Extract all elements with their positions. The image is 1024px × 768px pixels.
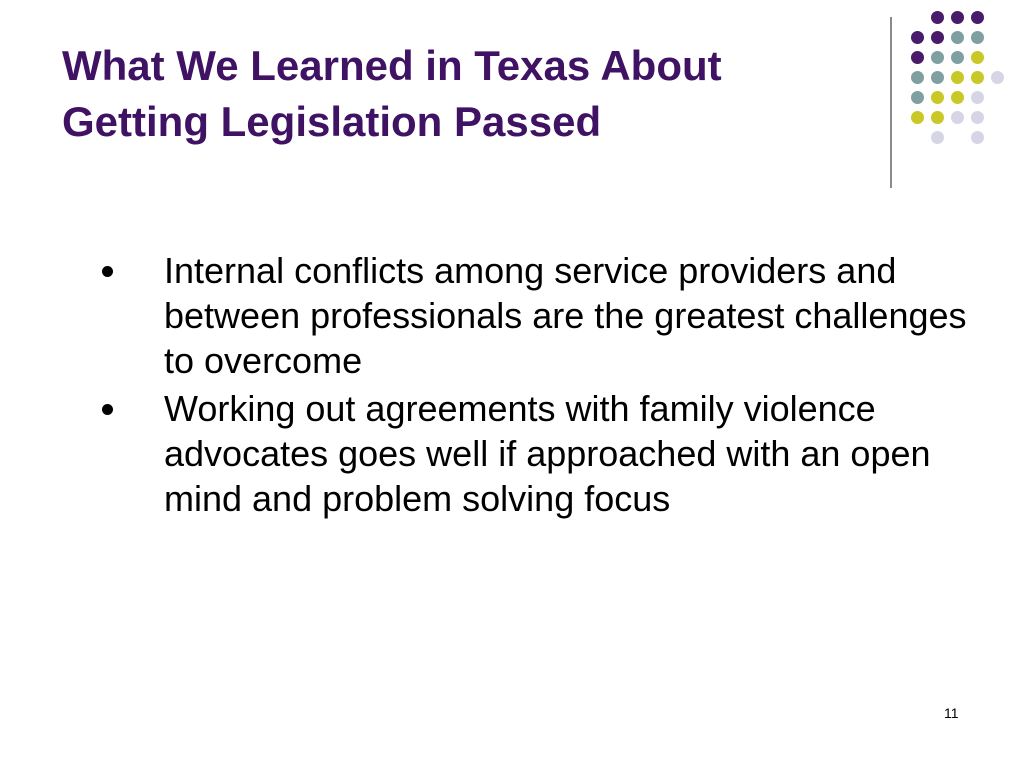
decorative-dot bbox=[911, 31, 924, 44]
page-number: 11 bbox=[944, 705, 959, 721]
slide-title-line-2: Getting Legislation Passed bbox=[62, 98, 602, 145]
decorative-dot bbox=[951, 71, 964, 84]
decorative-dot bbox=[971, 31, 984, 44]
bullet-list bbox=[92, 248, 1002, 524]
bullet-text: Working out agreements with family violence advocates goes well if approached with an open mind and problem solving focus bbox=[164, 388, 931, 519]
decorative-dot bbox=[971, 71, 984, 84]
decorative-dot bbox=[911, 51, 924, 64]
decorative-dot bbox=[991, 71, 1004, 84]
decorative-dot bbox=[971, 11, 984, 24]
decorative-dot-grid bbox=[0, 0, 1024, 200]
decorative-dot bbox=[931, 51, 944, 64]
decorative-dot bbox=[951, 51, 964, 64]
decorative-dot bbox=[951, 91, 964, 104]
decorative-dot bbox=[931, 71, 944, 84]
bullet-item bbox=[92, 248, 1002, 383]
decorative-dot bbox=[971, 91, 984, 104]
slide-title-line-1: What We Learned in Texas About bbox=[62, 42, 722, 89]
bullet-text: Internal conflicts among service providers and between professionals are the greatest challenges to overcome bbox=[164, 250, 967, 381]
decorative-dot bbox=[951, 11, 964, 24]
decorative-dot bbox=[931, 111, 944, 124]
decorative-dot bbox=[951, 31, 964, 44]
decorative-dot bbox=[931, 91, 944, 104]
bullet-item bbox=[92, 386, 1002, 521]
decorative-dot bbox=[951, 111, 964, 124]
decorative-dot bbox=[931, 31, 944, 44]
decorative-dot bbox=[971, 131, 984, 144]
decorative-dot bbox=[911, 71, 924, 84]
decorative-dot bbox=[931, 131, 944, 144]
decorative-dot bbox=[911, 111, 924, 124]
decorative-dot bbox=[911, 91, 924, 104]
bullet-dot-icon bbox=[102, 266, 113, 277]
decorative-dot bbox=[971, 51, 984, 64]
bullet-dot-icon bbox=[102, 404, 113, 415]
decorative-dot bbox=[931, 11, 944, 24]
decorative-dot bbox=[971, 111, 984, 124]
vertical-divider bbox=[890, 17, 892, 188]
